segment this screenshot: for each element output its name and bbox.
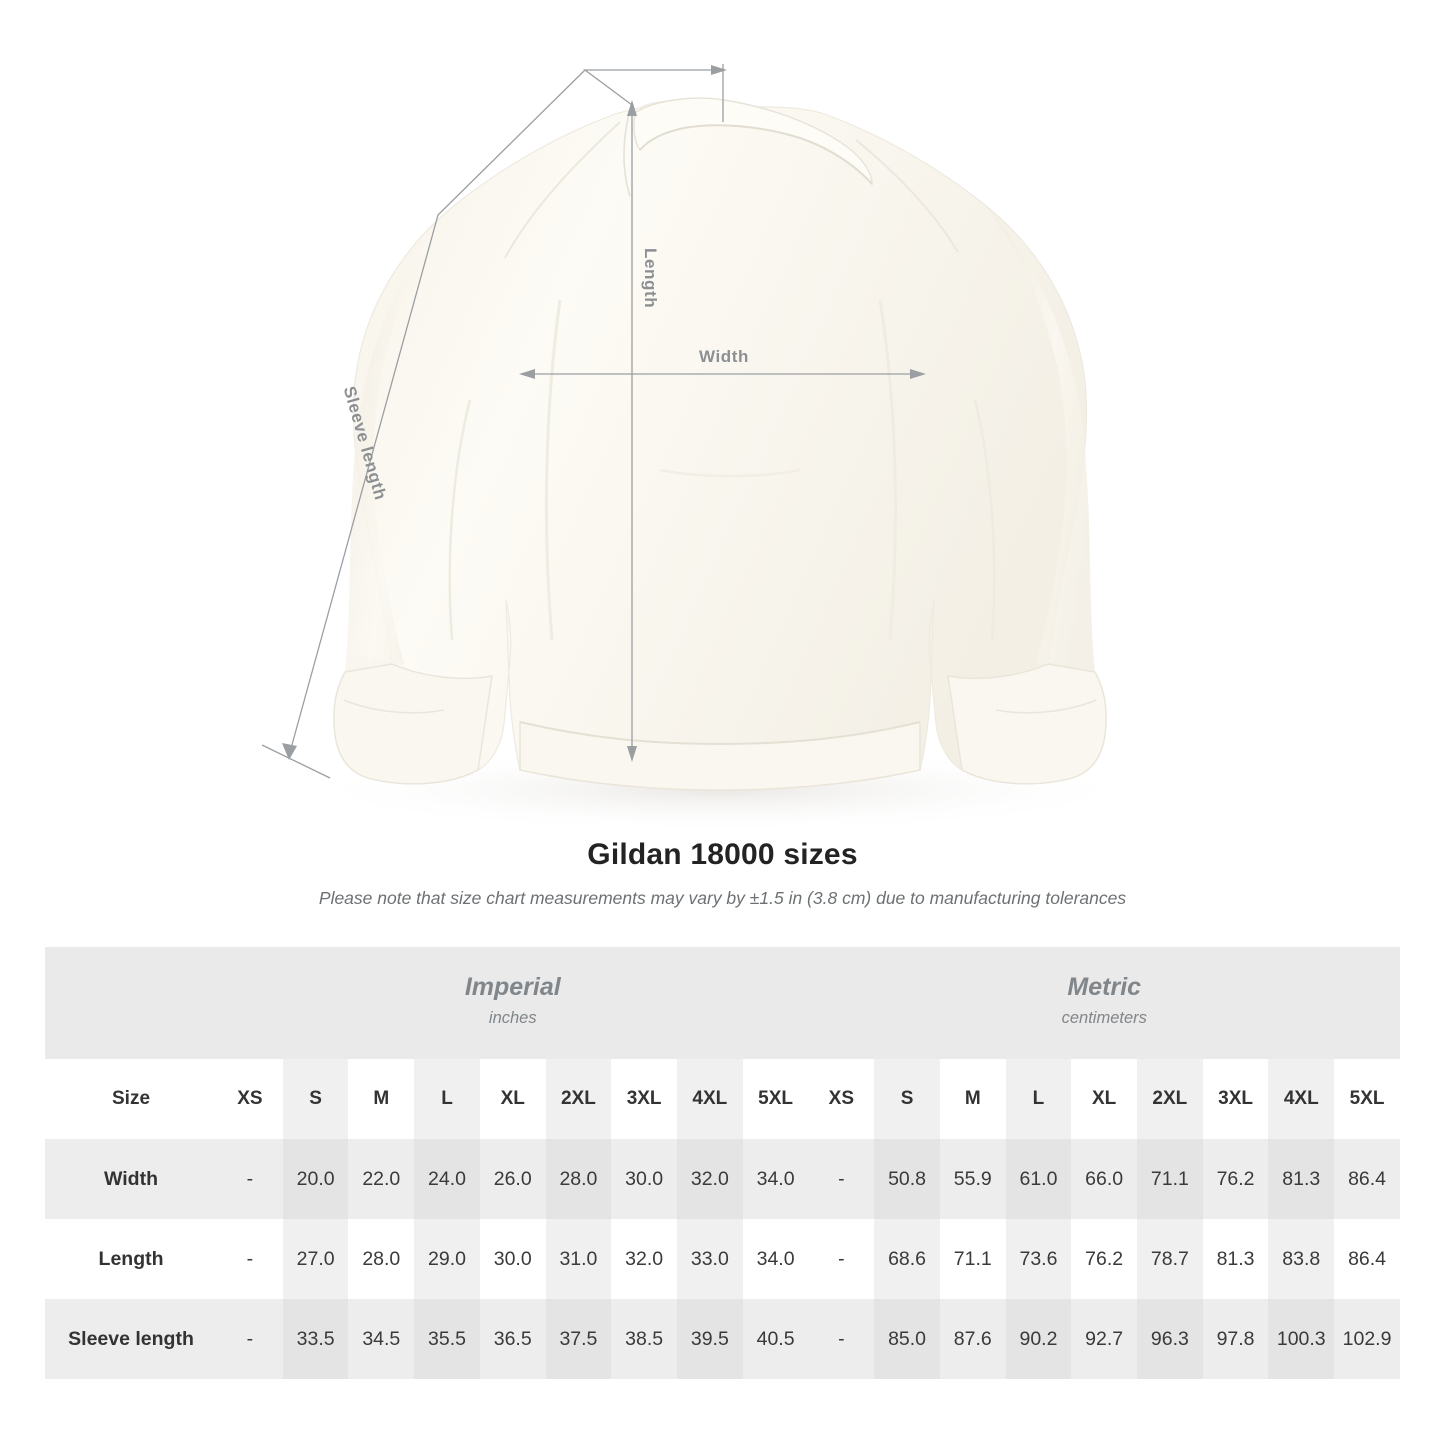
- unit-header-row: [45, 947, 1400, 1059]
- measurement-cell: -: [808, 1139, 874, 1219]
- measurement-cell: 76.2: [1071, 1219, 1137, 1299]
- size-header-cell: L: [414, 1059, 480, 1139]
- measurement-cell: 71.1: [940, 1219, 1006, 1299]
- size-table-wrapper: [45, 947, 1400, 1379]
- measurement-cell: 50.8: [874, 1139, 940, 1219]
- measurement-cell: 26.0: [480, 1139, 546, 1219]
- measurement-cell: 29.0: [414, 1219, 480, 1299]
- imperial-unit-header-name: Imperial: [464, 972, 561, 1001]
- measurement-label: Length: [45, 1219, 217, 1299]
- measurement-cell: 33.5: [283, 1299, 349, 1379]
- size-header-row: [45, 1059, 1400, 1139]
- measurement-cell: 71.1: [1137, 1139, 1203, 1219]
- measurement-cell: 22.0: [348, 1139, 414, 1219]
- measurement-cell: 102.9: [1334, 1299, 1400, 1379]
- measurement-cell: 86.4: [1334, 1219, 1400, 1299]
- measurement-cell: 36.5: [480, 1299, 546, 1379]
- measurement-cell: 35.5: [414, 1299, 480, 1379]
- page-title: Gildan 18000 sizes: [587, 838, 858, 871]
- table-row: [45, 1139, 1400, 1219]
- tolerance-note: Please note that size chart measurements may vary by ±1.5 in (3.8 cm) due to manufacturing tolerances: [318, 888, 1127, 908]
- size-header-cell: M: [940, 1059, 1006, 1139]
- measurement-cell: 87.6: [940, 1299, 1006, 1379]
- measurement-cell: 90.2: [1006, 1299, 1072, 1379]
- measurement-cell: 24.0: [414, 1139, 480, 1219]
- measurement-cell: 55.9: [940, 1139, 1006, 1219]
- size-header-cell: L: [1006, 1059, 1072, 1139]
- measurement-cell: 32.0: [611, 1219, 677, 1299]
- imperial-unit-header: [217, 947, 808, 1059]
- sleeve-length-label: Sleeve length: [339, 384, 391, 503]
- metric-unit-header: [808, 947, 1400, 1059]
- unit-header-spacer: [45, 947, 217, 1059]
- size-header-cell: XL: [1071, 1059, 1137, 1139]
- length-label: Length: [641, 248, 660, 309]
- measurement-cell: -: [217, 1219, 283, 1299]
- metric-unit-header-sub: centimeters: [1061, 1008, 1147, 1027]
- imperial-unit-header-sub: inches: [488, 1008, 537, 1027]
- size-header-cell: 2XL: [1137, 1059, 1203, 1139]
- measurement-cell: 33.0: [677, 1219, 743, 1299]
- measurement-cell: 38.5: [611, 1299, 677, 1379]
- size-header-cell: 5XL: [1334, 1059, 1400, 1139]
- measurement-cell: 86.4: [1334, 1139, 1400, 1219]
- measurement-cell: 76.2: [1203, 1139, 1269, 1219]
- width-label: Width: [698, 347, 750, 366]
- measurement-label: Width: [45, 1139, 217, 1219]
- table-row: [45, 1299, 1400, 1379]
- sweatshirt-body: [334, 98, 1106, 790]
- measurement-cell: 100.3: [1268, 1299, 1334, 1379]
- measurement-cell: 66.0: [1071, 1139, 1137, 1219]
- measurement-cell: 78.7: [1137, 1219, 1203, 1299]
- measurement-cell: 97.8: [1203, 1299, 1269, 1379]
- measurement-cell: 96.3: [1137, 1299, 1203, 1379]
- measurement-cell: 20.0: [283, 1139, 349, 1219]
- measurement-cell: 34.0: [743, 1139, 809, 1219]
- size-header-cell: S: [874, 1059, 940, 1139]
- size-header-cell: 5XL: [743, 1059, 809, 1139]
- measurement-cell: 61.0: [1006, 1139, 1072, 1219]
- measurement-cell: 37.5: [546, 1299, 612, 1379]
- measurement-label: Sleeve length: [45, 1299, 217, 1379]
- measurement-cell: 73.6: [1006, 1219, 1072, 1299]
- measurement-cell: 39.5: [677, 1299, 743, 1379]
- size-header-cell: 2XL: [546, 1059, 612, 1139]
- title-block: [0, 838, 1445, 909]
- measurement-cell: 32.0: [677, 1139, 743, 1219]
- measurement-cell: -: [808, 1299, 874, 1379]
- measurement-cell: 40.5: [743, 1299, 809, 1379]
- measurement-cell: 85.0: [874, 1299, 940, 1379]
- size-header-cell: 4XL: [677, 1059, 743, 1139]
- measurement-cell: 30.0: [480, 1219, 546, 1299]
- size-header-cell: XS: [808, 1059, 874, 1139]
- measurement-cell: 81.3: [1203, 1219, 1269, 1299]
- table-row: [45, 1219, 1400, 1299]
- measurement-cell: 28.0: [546, 1139, 612, 1219]
- size-table: [45, 947, 1400, 1379]
- measurement-cell: 34.5: [348, 1299, 414, 1379]
- size-header-cell: XS: [217, 1059, 283, 1139]
- measurement-cell: -: [808, 1219, 874, 1299]
- measurement-cell: 83.8: [1268, 1219, 1334, 1299]
- measurement-cell: 27.0: [283, 1219, 349, 1299]
- measurement-cell: 81.3: [1268, 1139, 1334, 1219]
- size-header-cell: 4XL: [1268, 1059, 1334, 1139]
- metric-unit-header-name: Metric: [1067, 972, 1142, 1001]
- measurement-cell: -: [217, 1139, 283, 1219]
- size-header-cell: XL: [480, 1059, 546, 1139]
- size-header-cell: M: [348, 1059, 414, 1139]
- size-header-label: Size: [45, 1059, 217, 1139]
- measurement-cell: 28.0: [348, 1219, 414, 1299]
- size-header-cell: S: [283, 1059, 349, 1139]
- measurement-cell: 92.7: [1071, 1299, 1137, 1379]
- size-header-cell: 3XL: [611, 1059, 677, 1139]
- size-header-cell: 3XL: [1203, 1059, 1269, 1139]
- measurement-cell: -: [217, 1299, 283, 1379]
- measurement-cell: 30.0: [611, 1139, 677, 1219]
- measurement-cell: 31.0: [546, 1219, 612, 1299]
- measurement-cell: 68.6: [874, 1219, 940, 1299]
- measurement-cell: 34.0: [743, 1219, 809, 1299]
